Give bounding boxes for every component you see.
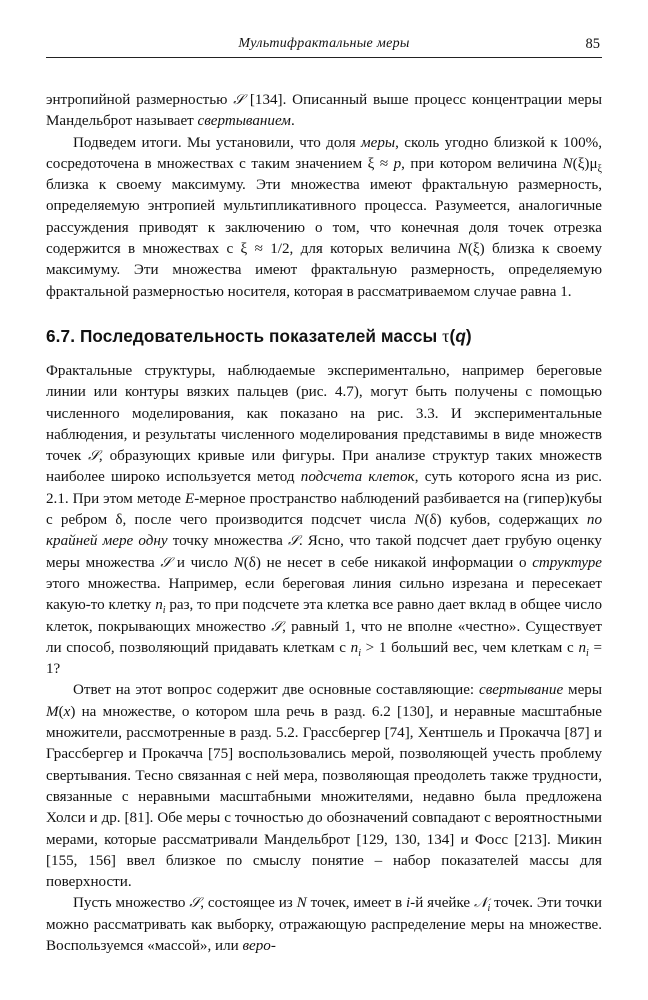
math-variable: E xyxy=(185,490,195,507)
set-symbol: 𝒮 xyxy=(287,533,299,550)
text-run: раз, то при подсчете эта клетка все равно дает вклад в общее число клеток, покрывающих множество xyxy=(46,597,602,635)
header-rule xyxy=(46,57,602,58)
text-run: (ξ) близка к своему максимуму. Эти множества имеют фрактальную размерность, определяемую фрактальной размерностью носителя, которая в рассматриваемом случае равна 1. xyxy=(46,241,602,300)
text-run: . xyxy=(290,113,295,130)
math-variable: N xyxy=(296,895,307,912)
text-run: ( xyxy=(449,325,456,346)
text-run: Пусть множество xyxy=(73,895,190,912)
paragraph-set-points xyxy=(46,893,602,957)
math-variable: N xyxy=(562,155,573,172)
text-run: . Ясно, что такой подсчет дает грубую оценку меры множества xyxy=(46,533,602,571)
math-symbol: 𝒩 xyxy=(474,895,488,912)
section-heading xyxy=(46,325,602,347)
set-symbol: 𝒮 xyxy=(271,618,283,635)
text-run: (δ) кубов, содержащих xyxy=(424,512,587,529)
text-run: ) xyxy=(465,325,472,346)
emphasis: веро- xyxy=(242,937,276,954)
summary-paragraph xyxy=(46,133,602,303)
text-run: -й ячейке xyxy=(410,895,475,912)
math-variable: x xyxy=(63,703,71,720)
text-run: Фрактальные структуры, наблюдаемые экспериментально, например береговые линии или контуры вязких пальцев (рис. 4.7), могут быть получены с помощью численного моделирования, как показано на рис. 3.3. И экспериментальные наблюдения, и результаты численного моделирования представимы в виде множеств точек xyxy=(46,362,602,465)
set-symbol: 𝒮 xyxy=(189,895,201,912)
set-symbol: 𝒮 xyxy=(233,92,245,108)
math-variable: n xyxy=(578,639,586,656)
math-symbol: τ xyxy=(442,325,450,346)
math-variable: q xyxy=(455,325,466,346)
math-variable: n xyxy=(155,597,163,614)
text-run: точек, имеет в xyxy=(306,895,406,912)
text-run: , при котором величина xyxy=(401,155,563,172)
text-run: точек. Эти точки можно рассматривать как выборку, отражающую распределение меры на множестве. Воспользуемся «массой», или xyxy=(46,895,603,954)
math-variable: n xyxy=(350,639,359,656)
math-subscript: i xyxy=(358,647,361,659)
text-run: , равный 1, что не вполне «честно». Существует ли способ, позволяющий придавать клеткам с xyxy=(46,618,602,656)
math-variable: N xyxy=(414,512,425,529)
page-number: 85 xyxy=(585,36,600,52)
text-run: меры xyxy=(563,682,602,699)
text-run: близка к своему максимуму. Эти множества имеют фрактальную размерность, определяемую энтропией мультипликативного процесса. Разумеется, аналогичные рассуждения приводят к заключению о том, что конечная доля точек отрезка содержится в множествах с ξ ≈ 1/2, для которых величина xyxy=(46,177,602,258)
text-run: ( xyxy=(58,703,64,720)
math-variable: N xyxy=(233,554,244,571)
text-run: , сколь угодно близкой к 100%, сосредоточена в множествах с таким значением ξ ≈ xyxy=(46,134,602,172)
set-symbol: 𝒮 xyxy=(160,554,172,571)
text-run: точку множества xyxy=(167,533,288,550)
text-run: Подведем итоги. Мы установили, что доля xyxy=(73,134,362,151)
math-subscript: i xyxy=(487,903,491,915)
math-variable: i xyxy=(405,895,411,912)
emphasis: свертыванием xyxy=(197,113,291,130)
emphasis: меры xyxy=(361,134,396,151)
emphasis: свертывание xyxy=(479,682,564,699)
intro-paragraph xyxy=(46,90,602,133)
text-run: [134]. Описанный выше процесс концентрации меры Мандельброт называет xyxy=(46,92,602,130)
emphasis: структуре xyxy=(532,554,602,571)
set-symbol: 𝒮 xyxy=(88,448,99,465)
text-run: этого множества. Например, если береговая линия сильно изрезана и пересекает какую-то клетку xyxy=(46,575,602,614)
paragraph-box-counting xyxy=(46,361,602,680)
math-variable: M xyxy=(46,703,59,720)
math-subscript: ξ xyxy=(597,163,603,175)
text-run: и число xyxy=(171,554,234,571)
text-run: , суть которого ясна из рис. 2.1. При этом методе xyxy=(46,469,602,507)
text-run: (δ) не несет в себе никакой информации о xyxy=(243,554,533,571)
text-run: , состоящее из xyxy=(200,895,297,912)
text-run: , образующих кривые или фигуры. При анализе структур таких множеств наиболее широко используется метод xyxy=(46,448,602,486)
text-run: = 1? xyxy=(46,639,602,678)
paragraph-measure-answer xyxy=(46,680,602,893)
math-subscript: i xyxy=(585,647,589,659)
running-header xyxy=(46,34,602,58)
math-subscript: i xyxy=(162,605,166,617)
text-run: энтропийной размерностью xyxy=(46,92,234,108)
math-variable: p xyxy=(393,155,402,172)
text-run: на множестве, о котором шла речь в разд. 6.2 [130], и неравные масштабные множители, рассмотренные в разд. 5.2. Грассбергер [74], Хентшель и Прокачча [87] и Грассбергер и Прокачча [75] воспользовались мерой, позволяющей учесть проблему свертывания. Тесно связанная с ней мера, позволяющая преодолеть также трудности, связанные с неравными масштабными множителями, недавно была предложена Холси и др. [81]. Обе меры с точностью до обозначений совпадают с вероятностными мерами, которые рассматривали Мандельброт [129, 130, 134] и Фосс [213]. Микин [155, 156] ввел близкое по смыслу понятие – набор показателей массы для поверхности. xyxy=(46,703,602,891)
text-run: -мерное пространство наблюдений разбивается на (гипер)кубы с ребром δ, после чего производится подсчет числа xyxy=(46,490,602,529)
text-run: ) xyxy=(70,703,76,720)
text-run: (ξ)μ xyxy=(572,155,598,172)
emphasis: по крайней мере одну xyxy=(46,512,602,550)
emphasis: подсчета клеток xyxy=(300,469,415,486)
section-title: 6.7. Последовательность показателей массы xyxy=(46,325,443,346)
running-title: Мультифрактальные меры xyxy=(238,36,410,51)
text-run: > 1 больший вес, чем клеткам с xyxy=(360,639,579,656)
math-variable: N xyxy=(457,241,468,258)
text-run: Ответ на этот вопрос содержит две основные составляющие: xyxy=(73,682,479,699)
body-text xyxy=(46,90,602,957)
